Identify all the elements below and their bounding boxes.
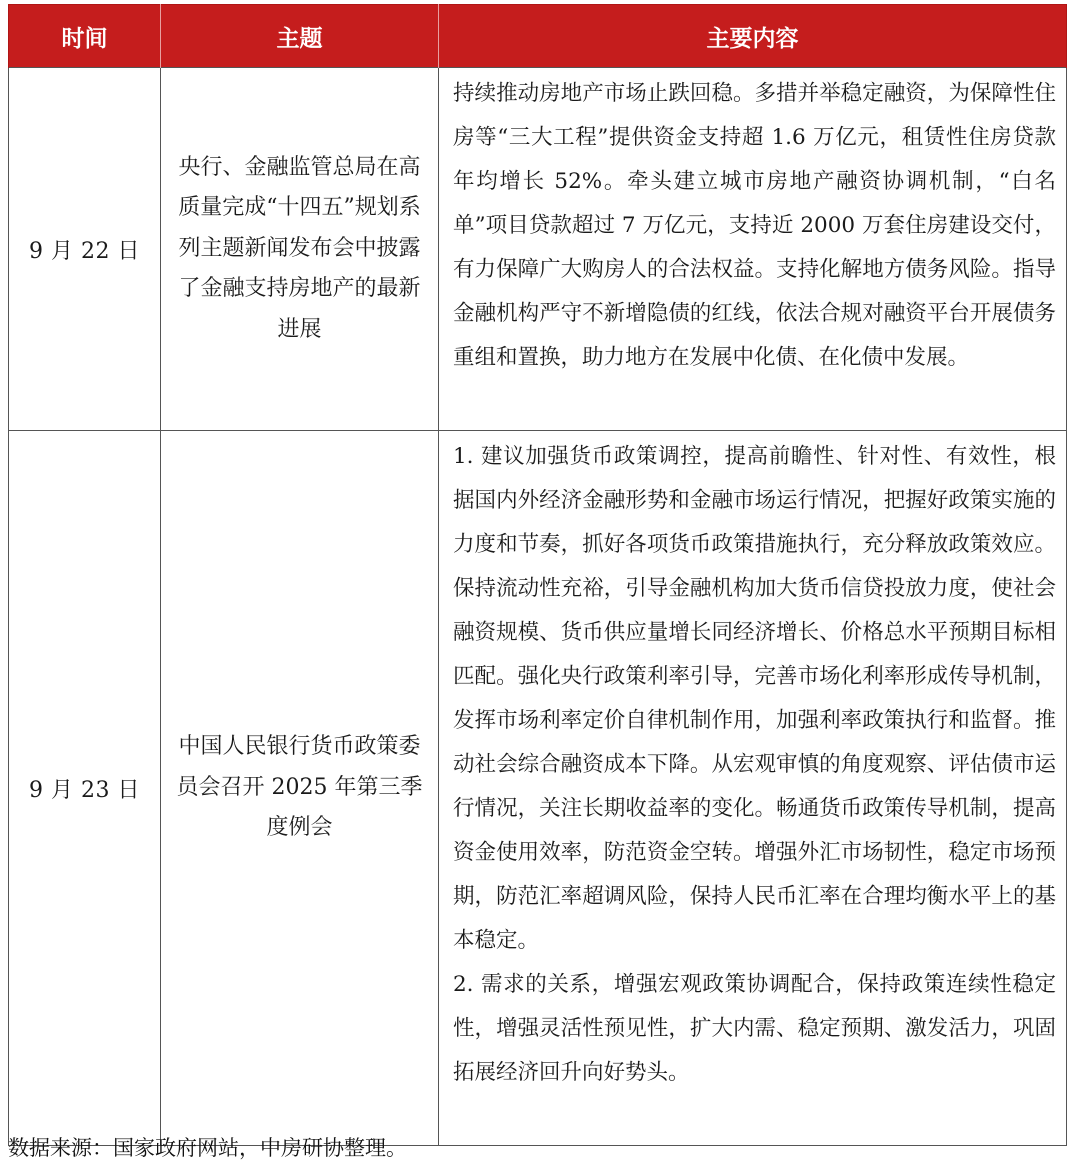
row-date: 9 月 23 日	[9, 431, 161, 1146]
table-header	[9, 5, 1067, 68]
content-paragraph: 持续推动房地产市场止跌回稳。多措并举稳定融资，为保障性住房等“三大工程”提供资金支持超 1.6 万亿元，租赁性住房贷款年均增长 52%。牵头建立城市房地产融资协调机制，“白名单”项目贷款超过 7 万亿元，支持近 2000 万套住房建设交付，有力保障广大购房人的合法权益。支持化解地方债务风险。指导金融机构严守不新增隐债的红线，依法合规对融资平台开展债务重组和置换，助力地方在发展中化债、在化债中发展。	[453, 81, 1056, 370]
table-row	[9, 68, 1067, 431]
policy-table	[8, 4, 1067, 1146]
header-time: 时间	[9, 5, 161, 68]
table-body	[9, 68, 1067, 1146]
row-topic: 央行、金融监管总局在高质量完成“十四五”规划系列主题新闻发布会中披露了金融支持房地产的最新进展	[161, 68, 439, 431]
data-source-note: 数据来源：国家政府网站，中房研协整理。	[8, 1136, 407, 1160]
header-content: 主要内容	[439, 5, 1067, 68]
table-row	[9, 431, 1067, 1146]
row-content	[439, 68, 1067, 431]
header-topic: 主题	[161, 5, 439, 68]
content-paragraph: 1. 建议加强货币政策调控，提高前瞻性、针对性、有效性，根据国内外经济金融形势和金融市场运行情况，把握好政策实施的力度和节奏，抓好各项货币政策措施执行，充分释放政策效应。保持流动性充裕，引导金融机构加大货币信贷投放力度，使社会融资规模、货币供应量增长同经济增长、价格总水平预期目标相匹配。强化央行政策利率引导，完善市场化利率形成传导机制，发挥市场利率定价自律机制作用，加强利率政策执行和监督。推动社会综合融资成本下降。从宏观审慎的角度观察、评估债市运行情况，关注长期收益率的变化。畅通货币政策传导机制，提高资金使用效率，防范资金空转。增强外汇市场韧性，稳定市场预期，防范汇率超调风险，保持人民币汇率在合理均衡水平上的基本稳定。	[453, 444, 1056, 953]
row-date: 9 月 22 日	[9, 68, 161, 431]
row-topic: 中国人民银行货币政策委员会召开 2025 年第三季度例会	[161, 431, 439, 1146]
header-row	[9, 5, 1067, 68]
policy-table-container	[8, 4, 1066, 1146]
content-paragraph: 2. 需求的关系，增强宏观政策协调配合，保持政策连续性稳定性，增强灵活性预见性，扩大内需、稳定预期、激发活力，巩固拓展经济回升向好势头。	[453, 972, 1056, 1085]
row-content	[439, 431, 1067, 1146]
